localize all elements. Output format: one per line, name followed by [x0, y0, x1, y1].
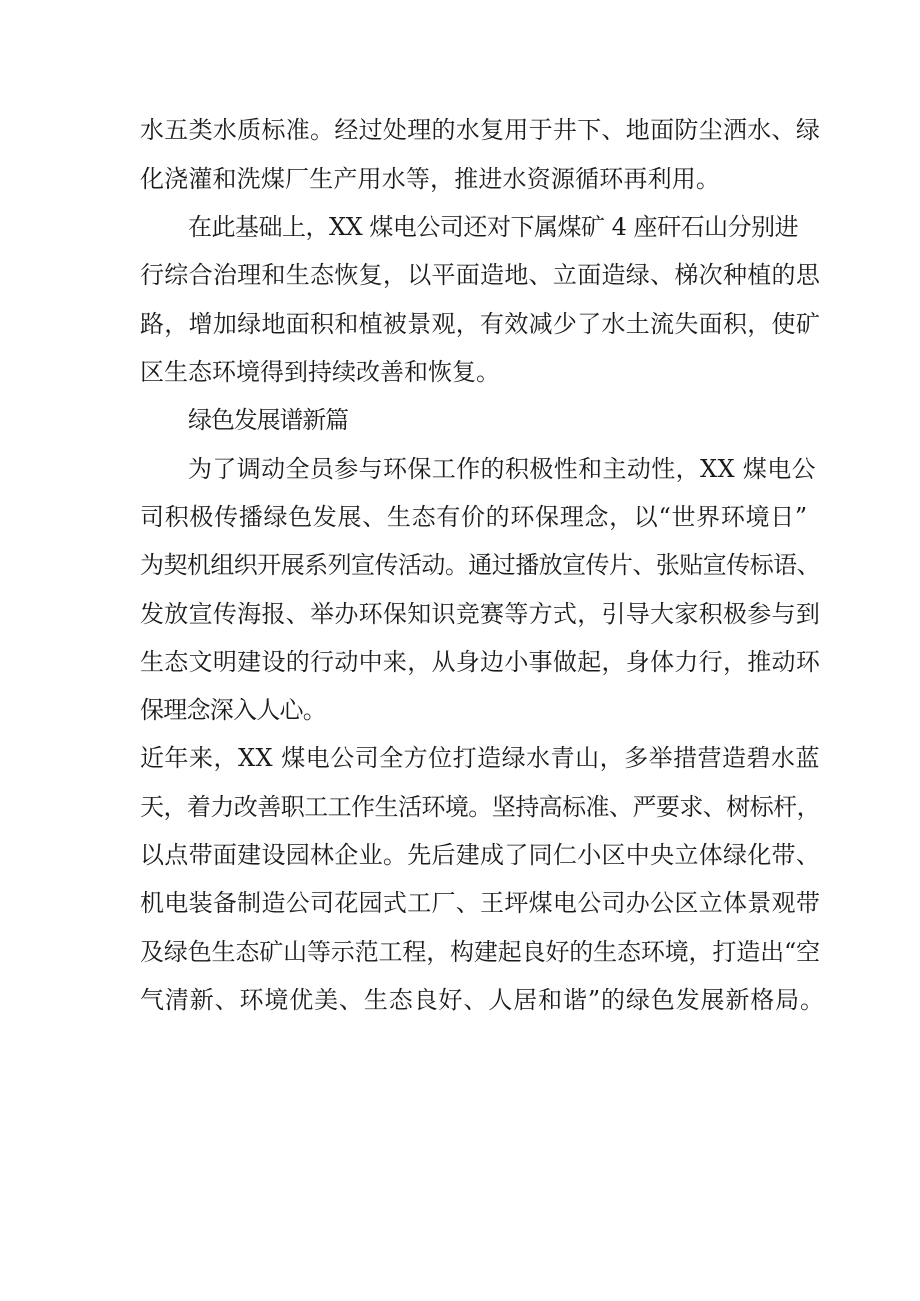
paragraph-line: 行综合治理和生态恢复，以平面造地、立面造绿、梯次种植的思: [140, 261, 821, 289]
paragraph-line: 气清新、环境优美、生态良好、人居和谐”的绿色发展新格局。: [140, 986, 825, 1014]
paragraph-line: 为了调动全员参与环保工作的积极性和主动性，XX 煤电公: [188, 455, 817, 483]
paragraph-line: 天，着力改善职工工作生活环境。坚持高标准、严要求、树标杆，: [140, 793, 821, 821]
paragraph-line: 保理念深入人心。: [140, 696, 326, 724]
paragraph-line: 在此基础上，XX 煤电公司还对下属煤矿 4 座矸石山分别进: [188, 213, 799, 241]
section-heading: 绿色发展谱新篇: [188, 406, 349, 434]
paragraph-line: 近年来，XX 煤电公司全方位打造绿水青山，多举措营造碧水蓝: [140, 744, 821, 772]
paragraph-line: 机电装备制造公司花园式工厂、王坪煤电公司办公区立体景观带: [140, 889, 821, 917]
paragraph-line: 区生态环境得到持续改善和恢复。: [140, 358, 500, 386]
paragraph-line: 及绿色生态矿山等示范工程，构建起良好的生态环境，打造出“空: [140, 938, 820, 966]
paragraph-line: 发放宣传海报、举办环保知识竞赛等方式，引导大家积极参与到: [140, 600, 821, 628]
paragraph-line: 以点带面建设园林企业。先后建成了同仁小区中央立体绿化带、: [140, 841, 821, 869]
paragraph-line: 路，增加绿地面积和植被景观，有效减少了水土流失面积，使矿: [140, 310, 821, 338]
paragraph-line: 为契机组织开展系列宣传活动。通过播放宣传片、张贴宣传标语、: [140, 551, 821, 579]
paragraph-line: 化浇灌和洗煤厂生产用水等，推进水资源循环再利用。: [140, 165, 721, 193]
paragraph-line: 司积极传播绿色发展、生态有价的环保理念，以“世界环境日”: [140, 503, 808, 531]
paragraph-line: 生态文明建设的行动中来，从身边小事做起，身体力行，推动环: [140, 648, 821, 676]
paragraph-line: 水五类水质标准。经过处理的水复用于井下、地面防尘洒水、绿: [140, 116, 821, 144]
